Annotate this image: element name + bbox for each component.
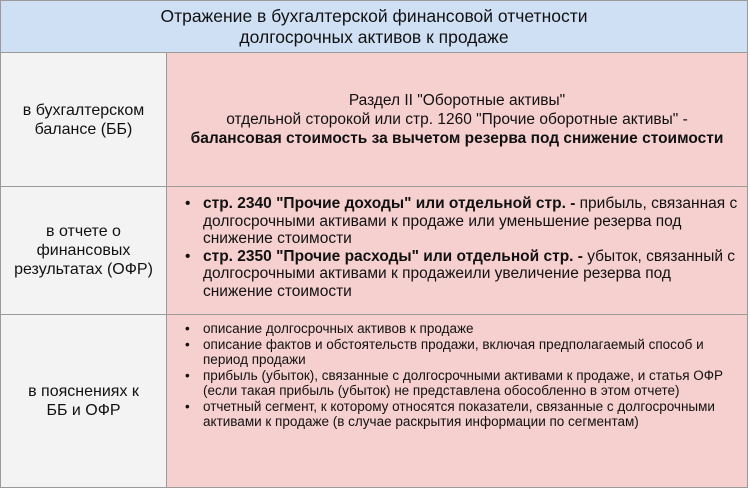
row-notes: [1, 315, 747, 487]
content-line: отдельной сторокой или стр. 1260 "Прочие оборотные активы" -: [226, 111, 688, 128]
list-item-text: отчетный сегмент, к которому относятся показатели, связанные с долгосрочными активами к продаже (в случае раскрытия информации по сегментам): [203, 398, 715, 429]
row-content: [167, 315, 747, 487]
list-item-bold: стр. 2340 "Прочие доходы" или отдельной стр. -: [203, 195, 576, 212]
row-content: [167, 53, 747, 186]
list-item-text: прибыль, связанная с долгосрочными активами к продаже или уменьшение резерва под снижение стоимости: [203, 195, 738, 247]
row-label-line: в бухгалтерском: [22, 101, 145, 119]
row-balance-sheet: [1, 53, 747, 186]
row-label-line: финансовых: [36, 242, 131, 259]
row-label: [1, 315, 167, 487]
list-item: [185, 248, 741, 301]
list-item: [185, 195, 741, 248]
row-label-line: результатах (ОФР): [14, 261, 153, 278]
list-item-text: описание долгосрочных активов к продаже: [203, 321, 474, 336]
bullet-list: [167, 315, 747, 430]
content-line: Раздел II "Оборотные активы": [348, 92, 566, 109]
content-line-bold: балансовая стоимость за вычетом резерва под снижение стоимости: [190, 130, 724, 147]
bullet-icon: •: [185, 247, 191, 265]
list-item-text: убыток, связанный с долгосрочными активами к продажеили увеличение резерва под снижение стоимости: [203, 247, 736, 300]
row-content: [167, 187, 747, 314]
list-item-text: прибыль (убыток), связанные с долгосрочными активами к продаже, и статья ОФР (если такая прибыль (убыток) не представлена обособленно в этом отчете): [203, 367, 724, 398]
row-label: [1, 187, 167, 314]
bullet-icon: •: [185, 321, 190, 336]
title-line-1: Отражение в бухгалтерской финансовой отчетности: [160, 6, 588, 26]
list-item-bold: стр. 2350 "Прочие расходы" или отдельной стр. -: [203, 247, 583, 265]
bullet-icon: •: [185, 367, 190, 383]
table-header: [1, 1, 747, 53]
row-label-line: в пояснениях к: [28, 383, 139, 400]
row-income-statement: [1, 187, 747, 314]
row-label-line: ББ и ОФР: [46, 402, 121, 419]
row-label-line: балансе (ББ): [34, 120, 133, 138]
row-label: [1, 53, 167, 186]
bullet-icon: •: [185, 398, 190, 414]
bullet-icon: •: [185, 336, 190, 352]
list-item: [185, 321, 741, 337]
list-item: [185, 399, 741, 430]
row-label-line: в отчете о: [46, 223, 121, 240]
title-line-2: долгосрочных активов к продаже: [239, 27, 509, 47]
list-item: [185, 337, 741, 368]
bullet-icon: •: [185, 195, 191, 212]
bullet-list: [167, 187, 747, 300]
list-item-text: описание фактов и обстоятельств продажи, включая предполагаемый способ и период продажи: [203, 336, 704, 367]
list-item: [185, 368, 741, 399]
